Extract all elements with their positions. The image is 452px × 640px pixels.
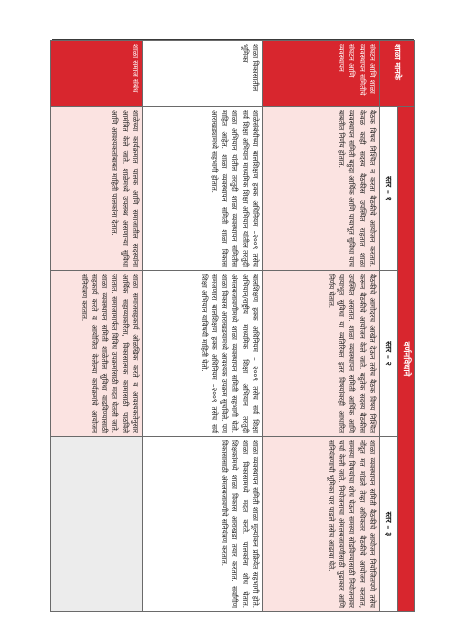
table-cell: शाळा व्यवस्थापन समिती बैठकीचे आयोजन नियोजितपणे तसेच नोंदूत मत मांडले तेव्हा अधिकतर बैठकीचे आयोजन करतात, समस्या विषयांचा शोध घेऊन समस्या सोडविण्यासाठी नियोजनावर चर्चा केली जाते. नियोजनाचा अंमलबजावणीसाठी पुढाकार आणि सनियंत्रणाची भूमिका पार पाडले तसेच आढावा घेते. [262, 437, 379, 612]
level-header-1: स्तर – १ [379, 107, 397, 271]
row-label: संघटन आणि शाळा व्यवस्थापन समितीचे संघटन आणि व्यवस्थापन [262, 41, 379, 107]
table-cell: बालशिक्षण हक्क अधिनियम – २००९ तसेच सर्व शिक्षा अभियान/राष्ट्रीय माध्यमिक शिक्षा अभियान तरतुदी अंमलबजावणीमध्ये शाळा व्यवस्थापन समिती सहभागी घेतो. शाळा विकास आराखडयामध्ये आवश्यक उपक्रम सुचविले. पण समजणारा बालशिक्षण हक्क अधिनियम –२००९ तसेच सर्व शिक्षा अभियान याविषयी माहिती घेतो. [142, 271, 262, 437]
table-row [262, 41, 379, 612]
group-header: वर्णनविधाने [397, 107, 414, 612]
rotated-table-wrapper [53, 40, 415, 611]
row-label: शाळा विकासातील भूमिका [142, 41, 262, 107]
table-cell: शाळा व्यवस्थापन समिती शाळा मूल्यांकन प्रक्रियेत सहभागी होते. शाळा विकासामध्ये मदत करते. पालकांना शोध घेतात. शिक्षकांमध्ये शाळा विकास आराखडा तयार करतात. सर्वांगीण विकासासाठी अंमलबजावणीचे सनियंत्रण करतात. [142, 437, 262, 612]
table-cell: शाळेसंबंधीच्या बालशिक्षण हक्क अधिनियम –२००९ तसेच सर्व शिक्षा अभियान माध्यमिक शिक्षा अभियान यांतील तरतुदी शाळा अभियान यांतील तरतुदी शाळा व्यवस्थापन समितीस माहित आहेत. शाळा व्यवस्थापन समिती शाळा विकास आराखड्यामध्ये सहभागी होतात. [142, 107, 262, 271]
level-header-2: स्तर – २ [379, 271, 397, 437]
table-row [142, 41, 262, 612]
table-cell: बैठकीचे आगोदरच आखेत देऊन तसेच बैठक विषय निश्चित करून बैठकीचे आयोजन केले जाते. बहुतेक सदस्य बैठकीस उपस्थित असतात. शाळा व्यवस्थापन समिती आर्थिक आणि पायाभूत सुविधा या व्यतिरिक्त इतर विषयांवरही आधारित निर्णय घेतात. [262, 271, 379, 437]
table-cell [50, 437, 142, 612]
table-cell: शाळेच्या कार्यक्रमात पालक आणि समाजातील सदस्यांना आमंत्रित केले जाते. शाळेमध्ये उपलब्ध असणाऱ्या सुविधा आणि आवश्यकतांबाबत माहिती पालकांना देतात. [50, 107, 142, 271]
level-header-3: स्तर – ३ [379, 437, 397, 612]
page-frame [52, 39, 414, 610]
row-label: शाळा समाज संबंध [50, 41, 142, 107]
corner-header: शाळा मानके [379, 41, 414, 107]
table-cell: बैठक विषय निश्चित न करता बैठकीचे आयोजन करतात. केवळ काही सदस्य बैठकीस उपस्थित राहतात शाळा व्यवस्थापन समिती बहुदा आर्थिक आणि पायाभूत सुविधा याच बाबतीत निर्णय होतात. [262, 107, 379, 271]
table-row [50, 41, 142, 612]
table-cell: शाळा समाजसहकार्य ओळखिक करते व आवश्यकतेनुसार आर्थिक सहाय्याकरिता, विकासात्मक कामासाठी पाठविले जातात. समाजामार्फत विविध उपक्रमांसाठी मदत घेतली जाते. शाळा व्यवस्थापन समिती शाळेतील सुविधा वाढविण्यासाठी सहकार्य करते व आयोजित केलेल्या कार्यक्रमांचे आयोजन संनियंत्रण करतात. [50, 271, 142, 437]
standards-table [50, 40, 415, 612]
